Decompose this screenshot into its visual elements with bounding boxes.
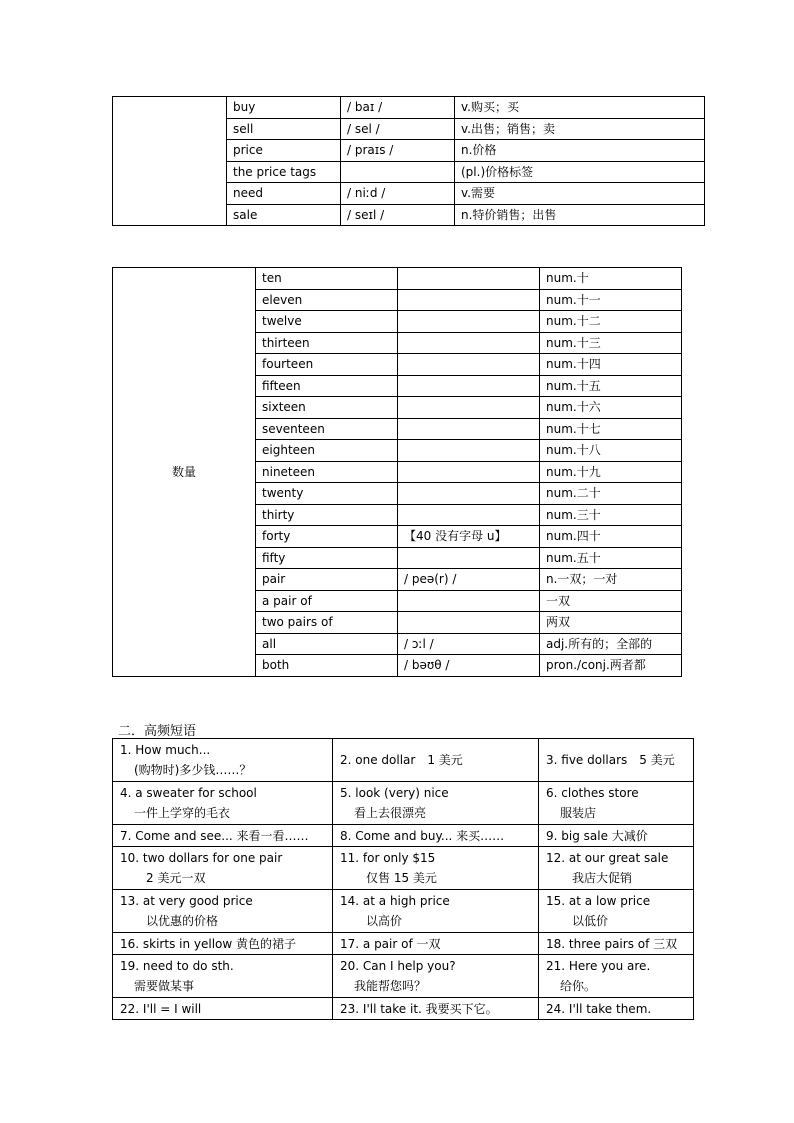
- phrase-chinese: 2 美元一双: [146, 871, 206, 885]
- table-row: [113, 933, 694, 955]
- word-cell: fifty: [256, 547, 398, 569]
- word-cell: pair: [256, 569, 398, 591]
- phrase-cell: [539, 739, 694, 782]
- meaning-cell: v.购买；买: [455, 97, 705, 119]
- word-cell: fourteen: [256, 354, 398, 376]
- phonetic-cell: [398, 590, 540, 612]
- word-cell: seventeen: [256, 418, 398, 440]
- phrase-chinese: 看上去很漂亮: [354, 806, 427, 820]
- meaning-cell: num.十二: [540, 311, 682, 333]
- word-cell: nineteen: [256, 461, 398, 483]
- phonetic-cell: 【40 没有字母 u】: [398, 526, 540, 548]
- phrase-english: 1. How much...: [120, 743, 211, 757]
- word-cell: buy: [227, 97, 341, 119]
- phrase-english: 15. at a low price: [546, 894, 651, 908]
- meaning-cell: num.三十: [540, 504, 682, 526]
- word-cell: both: [256, 655, 398, 677]
- table-row: [113, 739, 694, 782]
- phonetic-cell: / ɔːl /: [398, 633, 540, 655]
- phrase-english: 21. Here you are.: [546, 959, 651, 973]
- word-cell: eighteen: [256, 440, 398, 462]
- phonetic-cell: / baɪ /: [341, 97, 455, 119]
- phrase-english: 14. at a high price: [340, 894, 450, 908]
- phrase-english: 18. three pairs of 三双: [546, 936, 678, 951]
- word-cell: sixteen: [256, 397, 398, 419]
- phonetic-cell: [398, 397, 540, 419]
- phrase-cell: [113, 825, 333, 847]
- meaning-cell: n.价格: [455, 140, 705, 162]
- table-row: [113, 268, 682, 290]
- phrase-english: 24. I'll take them.: [546, 1001, 652, 1016]
- vocab-table-numbers: [112, 267, 682, 677]
- word-cell: price: [227, 140, 341, 162]
- phrase-cell: [333, 825, 539, 847]
- table-row: [113, 782, 694, 825]
- meaning-cell: pron./conj.两者都: [540, 655, 682, 677]
- phonetic-cell: [398, 440, 540, 462]
- meaning-cell: num.十一: [540, 289, 682, 311]
- phrase-chinese: 仅售 15 美元: [366, 871, 437, 885]
- category-cell: [113, 97, 227, 226]
- phonetic-cell: [398, 375, 540, 397]
- phonetic-cell: [341, 161, 455, 183]
- phonetic-cell: [398, 483, 540, 505]
- phrase-chinese: (购物时)多少钱……？: [134, 763, 252, 777]
- phrase-cell: [113, 739, 333, 782]
- phrase-cell: [539, 890, 694, 933]
- phrase-cell: [333, 933, 539, 955]
- phrase-english: 10. two dollars for one pair: [120, 851, 283, 865]
- phonetic-cell: [398, 268, 540, 290]
- table-row: [113, 847, 694, 890]
- phrase-cell: [113, 782, 333, 825]
- phrase-cell: [539, 782, 694, 825]
- phrase-english: 6. clothes store: [546, 786, 639, 800]
- phonetic-cell: / bəʊθ /: [398, 655, 540, 677]
- phrase-chinese: 以低价: [572, 914, 609, 928]
- phonetic-cell: [398, 354, 540, 376]
- phrase-chinese: 服装店: [560, 806, 597, 820]
- phrase-cell: [333, 739, 539, 782]
- phonetic-cell: [398, 311, 540, 333]
- phrase-english: 23. I'll take it. 我要买下它。: [340, 1001, 498, 1016]
- phrase-cell: [539, 998, 694, 1020]
- phonetic-cell: / praɪs /: [341, 140, 455, 162]
- phrase-chinese: 一件上学穿的毛衣: [134, 806, 231, 820]
- phrase-english: 8. Come and buy... 来买……: [340, 828, 505, 843]
- word-cell: two pairs of: [256, 612, 398, 634]
- phrase-cell: [113, 955, 333, 998]
- phrase-english: 13. at very good price: [120, 894, 253, 908]
- meaning-cell: num.十三: [540, 332, 682, 354]
- meaning-cell: num.十七: [540, 418, 682, 440]
- phonetic-cell: [398, 332, 540, 354]
- phonetic-cell: / niːd /: [341, 183, 455, 205]
- table-row: [113, 998, 694, 1020]
- meaning-cell: num.五十: [540, 547, 682, 569]
- phrase-cell: [539, 825, 694, 847]
- section-title: 二．高频短语: [118, 724, 197, 739]
- word-cell: ten: [256, 268, 398, 290]
- phonetic-cell: [398, 547, 540, 569]
- word-cell: sell: [227, 118, 341, 140]
- phonetic-cell: / seɪl /: [341, 204, 455, 226]
- phrase-cell: [113, 847, 333, 890]
- word-cell: fifteen: [256, 375, 398, 397]
- phrase-english: 19. need to do sth.: [120, 959, 234, 973]
- category-cell: 数量: [113, 268, 256, 677]
- word-cell: twelve: [256, 311, 398, 333]
- word-cell: the price tags: [227, 161, 341, 183]
- phrase-cell: [333, 998, 539, 1020]
- word-cell: need: [227, 183, 341, 205]
- word-cell: all: [256, 633, 398, 655]
- phrase-english: 12. at our great sale: [546, 851, 669, 865]
- meaning-cell: (pl.)价格标签: [455, 161, 705, 183]
- meaning-cell: num.二十: [540, 483, 682, 505]
- meaning-cell: v.需要: [455, 183, 705, 205]
- meaning-cell: num.四十: [540, 526, 682, 548]
- phonetic-cell: [398, 504, 540, 526]
- phrase-cell: [113, 933, 333, 955]
- meaning-cell: 一双: [540, 590, 682, 612]
- phrase-cell: [113, 998, 333, 1020]
- phonetic-cell: [398, 289, 540, 311]
- phrase-english: 3. five dollars 5 美元: [546, 753, 675, 767]
- word-cell: sale: [227, 204, 341, 226]
- phrase-english: 16. skirts in yellow 黄色的裙子: [120, 936, 297, 951]
- meaning-cell: num.十五: [540, 375, 682, 397]
- phrase-cell: [333, 890, 539, 933]
- phrase-english: 17. a pair of 一双: [340, 936, 441, 951]
- phrase-cell: [539, 955, 694, 998]
- meaning-cell: num.十四: [540, 354, 682, 376]
- phrase-cell: [539, 933, 694, 955]
- meaning-cell: num.十: [540, 268, 682, 290]
- phrase-cell: [333, 782, 539, 825]
- phrase-chinese: 以优惠的价格: [146, 914, 219, 928]
- phonetic-cell: / peə(r) /: [398, 569, 540, 591]
- meaning-cell: v.出售；销售；卖: [455, 118, 705, 140]
- word-cell: forty: [256, 526, 398, 548]
- phrase-english: 22. I'll = I will: [120, 1001, 202, 1016]
- phrase-chinese: 给你。: [560, 979, 597, 993]
- table-row: [113, 955, 694, 998]
- phrase-english: 7. Come and see... 来看一看……: [120, 828, 309, 843]
- phrase-chinese: 以高价: [366, 914, 403, 928]
- phonetic-cell: [398, 418, 540, 440]
- table-row: [113, 825, 694, 847]
- meaning-cell: num.十九: [540, 461, 682, 483]
- meaning-cell: n.一双；一对: [540, 569, 682, 591]
- word-cell: twenty: [256, 483, 398, 505]
- phrase-english: 4. a sweater for school: [120, 786, 257, 800]
- phrases-table: [112, 738, 694, 1020]
- phrase-cell: [333, 955, 539, 998]
- phrase-cell: [333, 847, 539, 890]
- meaning-cell: num.十八: [540, 440, 682, 462]
- phonetic-cell: [398, 612, 540, 634]
- meaning-cell: n.特价销售；出售: [455, 204, 705, 226]
- table-row: [113, 890, 694, 933]
- phrase-cell: [113, 890, 333, 933]
- phrase-cell: [539, 847, 694, 890]
- word-cell: thirteen: [256, 332, 398, 354]
- phrase-chinese: 我店大促销: [572, 871, 633, 885]
- phrase-english: 9. big sale 大减价: [546, 828, 648, 843]
- word-cell: thirty: [256, 504, 398, 526]
- phrase-chinese: 我能帮您吗？: [354, 979, 427, 993]
- vocab-table-shopping: [112, 96, 705, 226]
- phrase-english: 20. Can I help you?: [340, 959, 456, 973]
- meaning-cell: adj.所有的；全部的: [540, 633, 682, 655]
- phonetic-cell: [398, 461, 540, 483]
- phrase-english: 2. one dollar 1 美元: [340, 753, 463, 767]
- phrase-english: 11. for only $15: [340, 851, 436, 865]
- table-row: [113, 97, 705, 119]
- word-cell: eleven: [256, 289, 398, 311]
- phrase-english: 5. look (very) nice: [340, 786, 449, 800]
- phrase-chinese: 需要做某事: [134, 979, 195, 993]
- phonetic-cell: / sel /: [341, 118, 455, 140]
- meaning-cell: num.十六: [540, 397, 682, 419]
- meaning-cell: 两双: [540, 612, 682, 634]
- word-cell: a pair of: [256, 590, 398, 612]
